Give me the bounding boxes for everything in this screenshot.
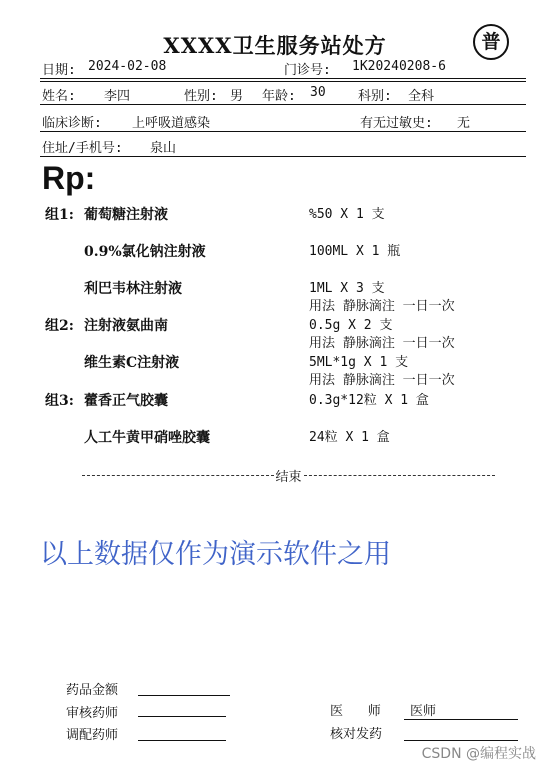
patient-name-value: 李四 — [104, 89, 131, 104]
address-label: 住址/手机号: — [42, 141, 123, 156]
drug-dose: 0.5g X 2 支 — [309, 318, 393, 333]
doctor-line — [404, 719, 518, 720]
group-label: 组3: — [45, 393, 74, 409]
dispense-pharmacist-label: 调配药师 — [66, 728, 119, 743]
header-divider-top — [40, 78, 526, 79]
allergy-value: 无 — [457, 116, 471, 131]
check-dispense-line — [404, 740, 518, 741]
demo-watermark: 以上数据仅作为演示软件之用 — [40, 539, 391, 569]
drug-name: 人工牛黄甲硝唑胶囊 — [84, 430, 210, 446]
group-label: 组2: — [45, 318, 74, 334]
drug-dose: 100ML X 1 瓶 — [309, 244, 401, 259]
drug-name: 维生素C注射液 — [84, 355, 180, 371]
patient-row-divider — [40, 104, 526, 105]
drug-usage: 用法 静脉滴注 一日一次 — [309, 299, 455, 314]
clinic-no-label: 门诊号: — [284, 63, 331, 78]
drug-name: 0.9%氯化钠注射液 — [84, 244, 206, 260]
review-pharmacist-label: 审核药师 — [66, 706, 119, 721]
diagnosis-label: 临床诊断: — [42, 116, 102, 131]
check-dispense-label: 核对发药 — [330, 727, 383, 742]
doctor-signature: 医师 — [410, 704, 437, 719]
prescription-title: XXXX卫生服务站处方 — [163, 33, 387, 58]
rp-symbol: Rp: — [42, 160, 96, 196]
prescription-type-badge: 普 — [473, 24, 509, 60]
age-value: 30 — [310, 85, 326, 100]
dispense-pharmacist-line — [138, 740, 226, 741]
drug-name: 注射液氨曲南 — [84, 318, 168, 334]
header-divider-bottom — [40, 81, 526, 82]
date-value: 2024-02-08 — [88, 59, 167, 74]
drug-name: 葡萄糖注射液 — [84, 207, 168, 223]
allergy-label: 有无过敏史: — [360, 116, 433, 131]
gender-value: 男 — [230, 89, 244, 104]
address-row-divider — [40, 156, 526, 157]
drug-usage: 用法 静脉滴注 一日一次 — [309, 373, 455, 388]
amount-label: 药品金额 — [66, 683, 119, 698]
drug-dose: 5ML*1g X 1 支 — [309, 355, 409, 370]
drug-dose: 24粒 X 1 盒 — [309, 430, 390, 445]
drug-name: 藿香正气胶囊 — [84, 393, 168, 409]
end-dash-left — [82, 475, 274, 476]
drug-dose: 1ML X 3 支 — [309, 281, 385, 296]
end-dash-right — [304, 475, 496, 476]
group-label: 组1: — [45, 207, 74, 223]
end-marker — [82, 466, 495, 485]
amount-line — [138, 695, 230, 696]
review-pharmacist-line — [138, 716, 226, 717]
diagnosis-row-divider — [40, 131, 526, 132]
drug-dose: %50 X 1 支 — [309, 207, 385, 222]
address-value: 泉山 — [150, 141, 177, 156]
date-label: 日期: — [42, 63, 76, 78]
age-label: 年龄: — [262, 89, 296, 104]
doctor-label: 医 师 — [330, 704, 381, 719]
department-value: 全科 — [408, 89, 435, 104]
end-label: 结束 — [275, 470, 302, 485]
clinic-no-value: 1K20240208-6 — [352, 59, 446, 74]
department-label: 科别: — [358, 89, 392, 104]
diagnosis-value: 上呼吸道感染 — [132, 116, 211, 131]
drug-dose: 0.3g*12粒 X 1 盒 — [309, 393, 429, 408]
patient-name-label: 姓名: — [42, 89, 76, 104]
source-credit: CSDN @编程实战 — [421, 746, 536, 762]
gender-label: 性别: — [184, 89, 218, 104]
drug-usage: 用法 静脉滴注 一日一次 — [309, 336, 455, 351]
drug-name: 利巴韦林注射液 — [84, 281, 182, 297]
